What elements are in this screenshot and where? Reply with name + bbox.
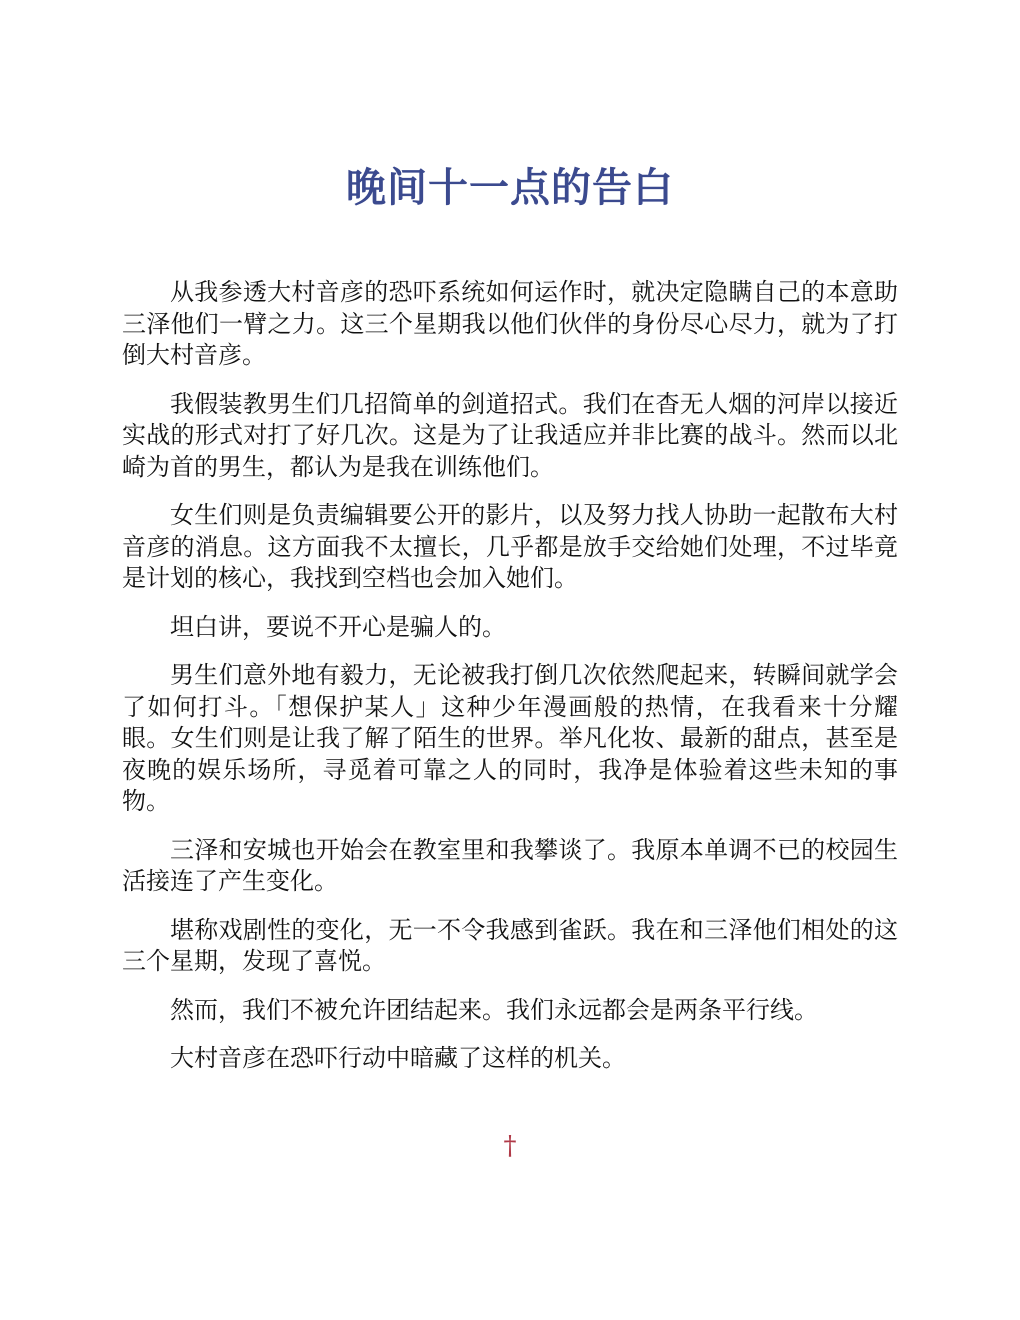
chapter-body (122, 277, 898, 1092)
chapter-title: 晚间十一点的告白 (346, 165, 674, 211)
dagger-ornament-icon: † (503, 1131, 517, 1161)
paragraph-9: 大村音彦在恐吓行动中暗藏了这样的机关。 (170, 1044, 626, 1072)
paragraph-4: 坦白讲，要说不开心是骗人的。 (170, 612, 506, 641)
paragraph-6: 三泽和安城也开始会在教室里和我攀谈了。我原本单调不已的校园生活接连了产生变化。 (122, 835, 898, 895)
paragraph-1: 从我参透大村音彦的恐吓系统如何运作时，就决定隐瞒自己的本意助三泽他们一臂之力。这三个星期我以他们伙伴的身份尽心尽力，就为了打倒大村音彦。 (122, 278, 898, 369)
paragraph-5: 男生们意外地有毅力，无论被我打倒几次依然爬起来，转瞬间就学会了如何打斗。「想保护某人」这种少年漫画般的热情，在我看来十分耀眼。女生们则是让我了解了陌生的世界。举凡化妆、最新的甜点，甚至是夜晚的娱乐场所，寻觅着可靠之人的同时，我净是体验着这些未知的事物。 (122, 661, 898, 815)
paragraph-7: 堪称戏剧性的变化，无一不令我感到雀跃。我在和三泽他们相处的这三个星期，发现了喜悦。 (122, 915, 898, 975)
paragraph-3: 女生们则是负责编辑要公开的影片，以及努力找人协助一起散布大村音彦的消息。这方面我不太擅长，几乎都是放手交给她们处理，不过毕竟是计划的核心，我找到空档也会加入她们。 (122, 501, 898, 592)
paragraph-8: 然而，我们不被允许团结起来。我们永远都会是两条平行线。 (170, 995, 818, 1024)
paragraph-2: 我假装教男生们几招简单的剑道招式。我们在杳无人烟的河岸以接近实战的形式对打了好几次。这是为了让我适应并非比赛的战斗。然而以北崎为首的男生，都认为是我在训练他们。 (122, 389, 898, 481)
